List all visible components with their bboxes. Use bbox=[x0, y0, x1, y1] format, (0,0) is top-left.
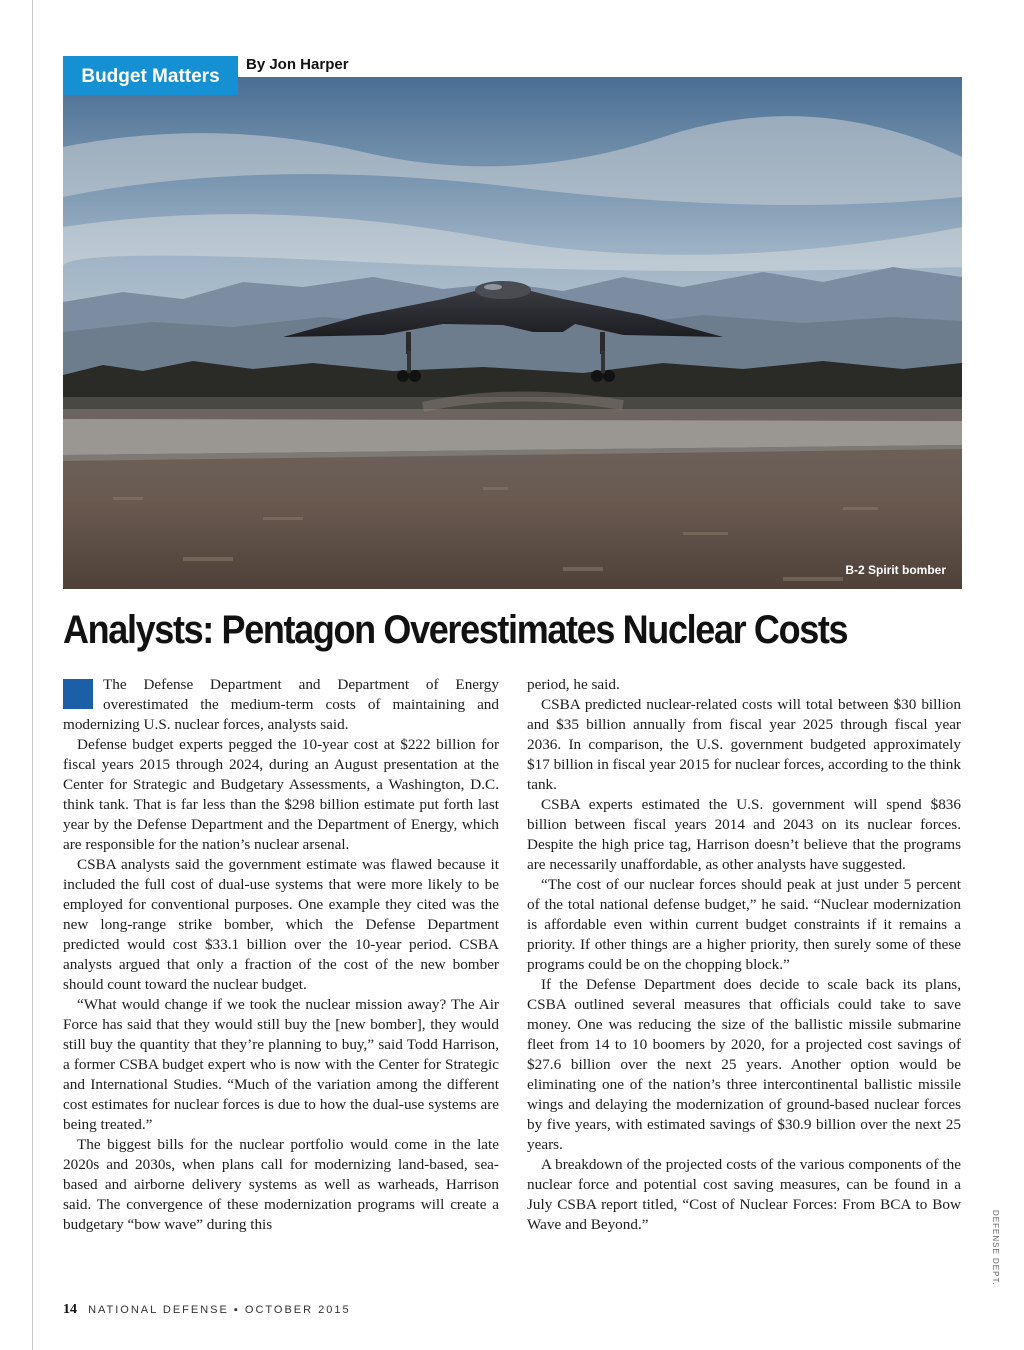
page-number: 14 bbox=[63, 1302, 77, 1317]
dropcap-square bbox=[63, 679, 93, 709]
article-paragraph: period, he said. bbox=[527, 676, 620, 693]
article-paragraph: The biggest bills for the nuclear portfolio would come in the late 2020s and 2030s, when plans call for modernizing land-based, sea-based and airborne delivery systems as well as warheads, Harrison said. The convergence of these modernization programs will create a budgetary “bow wave” during this bbox=[63, 1136, 499, 1233]
article-paragraph: Defense budget experts pegged the 10-year cost at $222 billion for fiscal years 2015 through 2024, during an August presentation at the Center for Strategic and Budgetary Assessments, a Washington, D.C. think tank. That is far less than the $298 billion estimate put forth last year by the Defense Department and the Department of Energy, which are responsible for the nation’s nuclear arsenal. bbox=[63, 736, 499, 853]
article-paragraph: CSBA predicted nuclear-related costs will total between $30 billion and $35 billion annually from fiscal year 2025 through fiscal year 2036. In comparison, the U.S. government budgeted approximately $17 billion in fiscal year 2015 for nuclear forces, according to the think tank. bbox=[527, 696, 961, 793]
byline: By Jon Harper bbox=[246, 56, 349, 73]
page-footer bbox=[63, 1302, 351, 1318]
article-right-column bbox=[527, 675, 961, 1235]
photo-credit: DEFENSE DEPT. bbox=[991, 1210, 1000, 1286]
article-paragraph: If the Defense Department does decide to scale back its plans, CSBA outlined several measures that officials could take to save money. One was reducing the size of the ballistic missile submarine fleet from 14 to 10 boomers by 2020, for a projected cost savings of $27.6 billion over the next 25 years. Another option would be eliminating one of the nation’s three intercontinental ballistic missile wings and delaying the modernization of ground-based nuclear forces by five years, with estimated savings of $30.9 billion over the next 25 years. bbox=[527, 976, 961, 1153]
section-tag: Budget Matters bbox=[63, 56, 238, 95]
headline: Analysts: Pentagon Overestimates Nuclear Costs bbox=[63, 608, 848, 652]
footer-separator: ▪ bbox=[233, 1304, 240, 1316]
bomber-photo bbox=[63, 77, 962, 589]
article-left-column bbox=[63, 675, 499, 1235]
article-paragraph: “The cost of our nuclear forces should peak at just under 5 percent of the total national defense budget,” he said. “Nuclear modernization is affordable even within current budget constraints if it remains a priority. If other things are a higher priority, then surely some of these programs could be on the chopping block.” bbox=[527, 876, 961, 973]
article-paragraph: The Defense Department and Department of Energy overestimated the medium-term costs of maintaining and modernizing U.S. nuclear forces, analysts said. bbox=[63, 676, 499, 733]
article-paragraph: “What would change if we took the nuclear mission away? The Air Force has said that they would still buy the [new bomber], they would still buy the quantity that they’re planning to buy,” said Todd Harrison, a former CSBA budget expert who is now with the Center for Strategic and International Studies. “Much of the variation among the different cost estimates for nuclear forces is due to how the dual-use systems are being treated.” bbox=[63, 996, 499, 1133]
article-paragraph: CSBA experts estimated the U.S. government will spend $836 billion between fiscal years 2014 and 2043 on its nuclear forces. Despite the high price tag, Harrison doesn’t believe that the programs are necessarily unaffordable, as other analysts have suggested. bbox=[527, 796, 961, 873]
page-margin-rule bbox=[32, 0, 33, 1350]
article-paragraph: A breakdown of the projected costs of the various components of the nuclear force and potential cost saving measures, can be found in a July CSBA report titled, “Cost of Nuclear Forces: From BCA to Bow Wave and Beyond.” bbox=[527, 1156, 961, 1233]
photo-caption: B-2 Spirit bomber bbox=[845, 563, 946, 577]
article-paragraph: CSBA analysts said the government estimate was flawed because it included the full cost of dual-use systems that were more likely to be employed for conventional purposes. One example they cited was the new long-range strike bomber, which the Defense Department predicted would cost $33.1 billion over the 10-year period. CSBA analysts argued that only a fraction of the cost of the new bomber should count toward the nuclear budget. bbox=[63, 856, 499, 993]
issue-date: OCTOBER 2015 bbox=[244, 1304, 351, 1316]
publication-name: NATIONAL DEFENSE bbox=[88, 1304, 229, 1316]
